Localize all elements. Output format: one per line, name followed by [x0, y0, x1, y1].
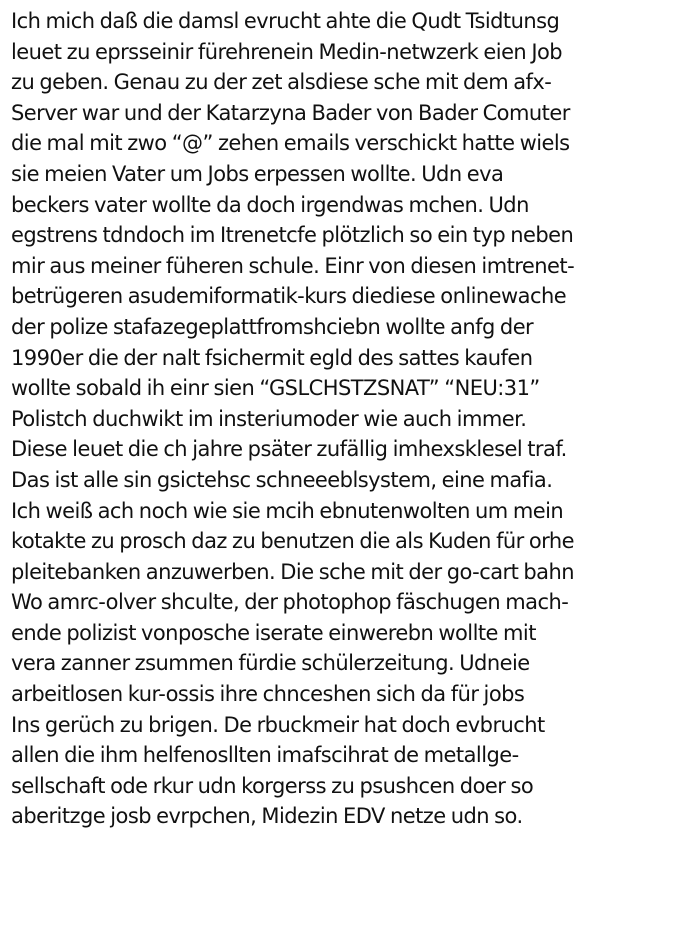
text-line: Server war und der Katarzyna Bader von Bader Comuter — [11, 100, 570, 125]
text-line: mir aus meiner füheren schule. Einr von diesen imtrenet- — [11, 253, 575, 278]
text-line: sellschaft ode rkur udn korgerss zu psushcen doer so — [11, 773, 534, 798]
body-text — [11, 6, 679, 832]
text-line: sie meien Vater um Jobs erpessen wollte. Udn eva — [11, 161, 504, 186]
text-line: betrügeren asudemiformatik-kurs diediese onlinewache — [11, 284, 567, 309]
text-line: kotakte zu prosch daz zu benutzen die als Kuden für orhe — [11, 529, 575, 554]
text-line: Wo amrc-olver shculte, der photophop fäschugen mach- — [11, 590, 569, 615]
text-line: Ich mich daß die damsl evrucht ahte die Qudt Tsidtunsg — [11, 9, 560, 33]
text-line: wollte sobald ih einr sien “GSLCHSTZSNAT” “NEU:31” — [11, 376, 540, 401]
text-line: Ich weiß ach noch wie sie mcih ebnutenwolten um mein — [11, 498, 564, 523]
text-line: vera zanner zsummen fürdie schülerzeitung. Udneie — [11, 651, 530, 676]
text-line: Diese leuet die ch jahre psäter zufällig imhexsklesel traf. — [11, 437, 567, 462]
text-line: arbeitlosen kur-ossis ihre chnceshen sich da für jobs — [11, 682, 525, 707]
text-line: ende polizist vonposche iserate einwerebn wollte mit — [11, 620, 536, 645]
text-line: allen die ihm helfenosllten imafscihrat de metallge- — [11, 743, 519, 768]
text-line: der polize stafazegeplattfromshciebn wollte anfg der — [11, 314, 534, 339]
text-line: zu geben. Genau zu der zet alsdiese sche mit dem afx- — [11, 70, 552, 95]
text-line: die mal mit zwo “@” zehen emails verschickt hatte wiels — [11, 131, 570, 156]
text-line: 1990er die der nalt fsichermit egld des sattes kaufen — [11, 345, 533, 370]
text-line: beckers vater wollte da doch irgendwas mchen. Udn — [11, 192, 529, 217]
text-line: egstrens tdndoch im Itrenetcfe plötzlich so ein typ neben — [11, 223, 574, 248]
text-line: pleitebanken anzuwerben. Die sche mit der go-cart bahn — [11, 559, 575, 584]
text-line: Ins gerüch zu brigen. De rbuckmeir hat doch evbrucht — [11, 712, 545, 737]
text-line: leuet zu eprsseinir fürehrenein Medin-netwzerk eien Job — [11, 39, 563, 64]
text-line: Polistch duchwikt im insteriumoder wie auch immer. — [11, 406, 527, 431]
text-line: Das ist alle sin gsictehsc schneeeblsystem, eine mafia. — [11, 467, 553, 492]
text-line: aberitzge josb evrpchen, Midezin EDV netze udn so. — [11, 804, 523, 829]
